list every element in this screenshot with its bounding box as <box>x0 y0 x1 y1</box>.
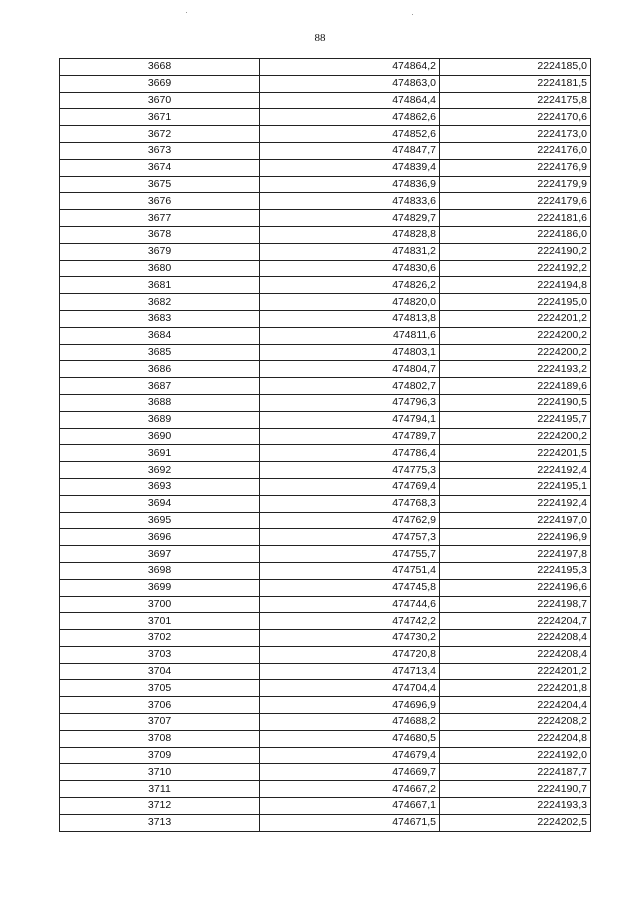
table-row <box>60 512 591 529</box>
point-number-cell: 3700 <box>60 596 260 613</box>
x-coordinate-cell: 474757,3 <box>260 529 440 546</box>
x-coordinate-cell: 474862,6 <box>260 109 440 126</box>
y-coordinate-cell: 2224193,3 <box>440 798 591 815</box>
x-coordinate-cell: 474742,2 <box>260 613 440 630</box>
point-number-cell: 3713 <box>60 814 260 831</box>
table-row <box>60 630 591 647</box>
x-coordinate-cell: 474744,6 <box>260 596 440 613</box>
point-number-cell: 3703 <box>60 646 260 663</box>
point-number-cell: 3673 <box>60 142 260 159</box>
x-coordinate-cell: 474730,2 <box>260 630 440 647</box>
point-number-cell: 3707 <box>60 714 260 731</box>
y-coordinate-cell: 2224201,8 <box>440 680 591 697</box>
table-row <box>60 411 591 428</box>
x-coordinate-cell: 474669,7 <box>260 764 440 781</box>
y-coordinate-cell: 2224197,8 <box>440 546 591 563</box>
table-row <box>60 277 591 294</box>
x-coordinate-cell: 474836,9 <box>260 176 440 193</box>
x-coordinate-cell: 474671,5 <box>260 814 440 831</box>
table-row <box>60 646 591 663</box>
x-coordinate-cell: 474829,7 <box>260 210 440 227</box>
y-coordinate-cell: 2224204,4 <box>440 697 591 714</box>
point-number-cell: 3710 <box>60 764 260 781</box>
point-number-cell: 3678 <box>60 226 260 243</box>
x-coordinate-cell: 474769,4 <box>260 478 440 495</box>
scan-speck <box>412 14 413 15</box>
y-coordinate-cell: 2224208,4 <box>440 630 591 647</box>
y-coordinate-cell: 2224201,2 <box>440 663 591 680</box>
point-number-cell: 3696 <box>60 529 260 546</box>
x-coordinate-cell: 474863,0 <box>260 75 440 92</box>
y-coordinate-cell: 2224195,0 <box>440 294 591 311</box>
y-coordinate-cell: 2224195,1 <box>440 478 591 495</box>
point-number-cell: 3668 <box>60 59 260 76</box>
point-number-cell: 3699 <box>60 579 260 596</box>
y-coordinate-cell: 2224187,7 <box>440 764 591 781</box>
table-row <box>60 142 591 159</box>
point-number-cell: 3686 <box>60 361 260 378</box>
x-coordinate-cell: 474864,4 <box>260 92 440 109</box>
page-number: 88 <box>314 32 326 44</box>
y-coordinate-cell: 2224170,6 <box>440 109 591 126</box>
table-row <box>60 814 591 831</box>
y-coordinate-cell: 2224197,0 <box>440 512 591 529</box>
x-coordinate-cell: 474679,4 <box>260 747 440 764</box>
x-coordinate-cell: 474755,7 <box>260 546 440 563</box>
table-row <box>60 781 591 798</box>
point-number-cell: 3672 <box>60 126 260 143</box>
x-coordinate-cell: 474804,7 <box>260 361 440 378</box>
table-row <box>60 680 591 697</box>
y-coordinate-cell: 2224202,5 <box>440 814 591 831</box>
x-coordinate-cell: 474831,2 <box>260 243 440 260</box>
table-row <box>60 495 591 512</box>
table-row <box>60 193 591 210</box>
table-row <box>60 159 591 176</box>
table-row <box>60 92 591 109</box>
y-coordinate-cell: 2224192,4 <box>440 462 591 479</box>
point-number-cell: 3677 <box>60 210 260 227</box>
table-row <box>60 697 591 714</box>
point-number-cell: 3669 <box>60 75 260 92</box>
y-coordinate-cell: 2224181,6 <box>440 210 591 227</box>
x-coordinate-cell: 474680,5 <box>260 730 440 747</box>
table-row <box>60 546 591 563</box>
y-coordinate-cell: 2224201,5 <box>440 445 591 462</box>
point-number-cell: 3676 <box>60 193 260 210</box>
y-coordinate-cell: 2224196,6 <box>440 579 591 596</box>
y-coordinate-cell: 2224181,5 <box>440 75 591 92</box>
table-row <box>60 226 591 243</box>
point-number-cell: 3681 <box>60 277 260 294</box>
y-coordinate-cell: 2224201,2 <box>440 310 591 327</box>
y-coordinate-cell: 2224194,8 <box>440 277 591 294</box>
y-coordinate-cell: 2224190,5 <box>440 394 591 411</box>
y-coordinate-cell: 2224175,8 <box>440 92 591 109</box>
x-coordinate-cell: 474667,1 <box>260 798 440 815</box>
x-coordinate-cell: 474688,2 <box>260 714 440 731</box>
point-number-cell: 3671 <box>60 109 260 126</box>
table-row <box>60 764 591 781</box>
x-coordinate-cell: 474852,6 <box>260 126 440 143</box>
point-number-cell: 3688 <box>60 394 260 411</box>
x-coordinate-cell: 474796,3 <box>260 394 440 411</box>
x-coordinate-cell: 474864,2 <box>260 59 440 76</box>
x-coordinate-cell: 474789,7 <box>260 428 440 445</box>
x-coordinate-cell: 474696,9 <box>260 697 440 714</box>
point-number-cell: 3685 <box>60 344 260 361</box>
x-coordinate-cell: 474833,6 <box>260 193 440 210</box>
y-coordinate-cell: 2224200,2 <box>440 344 591 361</box>
x-coordinate-cell: 474745,8 <box>260 579 440 596</box>
x-coordinate-cell: 474751,4 <box>260 562 440 579</box>
table-row <box>60 462 591 479</box>
y-coordinate-cell: 2224208,4 <box>440 646 591 663</box>
table-row <box>60 210 591 227</box>
point-number-cell: 3694 <box>60 495 260 512</box>
point-number-cell: 3708 <box>60 730 260 747</box>
y-coordinate-cell: 2224198,7 <box>440 596 591 613</box>
y-coordinate-cell: 2224189,6 <box>440 378 591 395</box>
point-number-cell: 3687 <box>60 378 260 395</box>
table-row <box>60 747 591 764</box>
point-number-cell: 3690 <box>60 428 260 445</box>
table-row <box>60 596 591 613</box>
point-number-cell: 3683 <box>60 310 260 327</box>
x-coordinate-cell: 474828,8 <box>260 226 440 243</box>
y-coordinate-cell: 2224173,0 <box>440 126 591 143</box>
point-number-cell: 3711 <box>60 781 260 798</box>
y-coordinate-cell: 2224196,9 <box>440 529 591 546</box>
y-coordinate-cell: 2224176,0 <box>440 142 591 159</box>
point-number-cell: 3701 <box>60 613 260 630</box>
table-row <box>60 428 591 445</box>
table-row <box>60 562 591 579</box>
y-coordinate-cell: 2224200,2 <box>440 327 591 344</box>
table-row <box>60 361 591 378</box>
y-coordinate-cell: 2224190,7 <box>440 781 591 798</box>
x-coordinate-cell: 474826,2 <box>260 277 440 294</box>
x-coordinate-cell: 474667,2 <box>260 781 440 798</box>
point-number-cell: 3704 <box>60 663 260 680</box>
table-row <box>60 730 591 747</box>
table-row <box>60 798 591 815</box>
x-coordinate-cell: 474762,9 <box>260 512 440 529</box>
table-row <box>60 445 591 462</box>
x-coordinate-cell: 474713,4 <box>260 663 440 680</box>
point-number-cell: 3698 <box>60 562 260 579</box>
table-row <box>60 613 591 630</box>
x-coordinate-cell: 474820,0 <box>260 294 440 311</box>
point-number-cell: 3706 <box>60 697 260 714</box>
table-row <box>60 327 591 344</box>
y-coordinate-cell: 2224179,6 <box>440 193 591 210</box>
point-number-cell: 3691 <box>60 445 260 462</box>
y-coordinate-cell: 2224195,3 <box>440 562 591 579</box>
scan-speck <box>186 12 187 13</box>
x-coordinate-cell: 474802,7 <box>260 378 440 395</box>
x-coordinate-cell: 474803,1 <box>260 344 440 361</box>
table-row <box>60 378 591 395</box>
x-coordinate-cell: 474720,8 <box>260 646 440 663</box>
y-coordinate-cell: 2224190,2 <box>440 243 591 260</box>
table-row <box>60 310 591 327</box>
coordinates-table <box>59 58 591 832</box>
table-row <box>60 394 591 411</box>
point-number-cell: 3705 <box>60 680 260 697</box>
x-coordinate-cell: 474768,3 <box>260 495 440 512</box>
point-number-cell: 3670 <box>60 92 260 109</box>
table-row <box>60 59 591 76</box>
x-coordinate-cell: 474794,1 <box>260 411 440 428</box>
point-number-cell: 3682 <box>60 294 260 311</box>
point-number-cell: 3684 <box>60 327 260 344</box>
x-coordinate-cell: 474839,4 <box>260 159 440 176</box>
coordinates-table-body <box>60 59 591 832</box>
point-number-cell: 3693 <box>60 478 260 495</box>
x-coordinate-cell: 474811,6 <box>260 327 440 344</box>
table-row <box>60 126 591 143</box>
y-coordinate-cell: 2224200,2 <box>440 428 591 445</box>
y-coordinate-cell: 2224186,0 <box>440 226 591 243</box>
table-row <box>60 344 591 361</box>
x-coordinate-cell: 474704,4 <box>260 680 440 697</box>
point-number-cell: 3697 <box>60 546 260 563</box>
table-row <box>60 109 591 126</box>
y-coordinate-cell: 2224179,9 <box>440 176 591 193</box>
y-coordinate-cell: 2224185,0 <box>440 59 591 76</box>
y-coordinate-cell: 2224195,7 <box>440 411 591 428</box>
x-coordinate-cell: 474786,4 <box>260 445 440 462</box>
point-number-cell: 3695 <box>60 512 260 529</box>
point-number-cell: 3680 <box>60 260 260 277</box>
x-coordinate-cell: 474830,6 <box>260 260 440 277</box>
table-row <box>60 75 591 92</box>
point-number-cell: 3679 <box>60 243 260 260</box>
y-coordinate-cell: 2224204,7 <box>440 613 591 630</box>
table-row <box>60 529 591 546</box>
y-coordinate-cell: 2224192,0 <box>440 747 591 764</box>
table-row <box>60 663 591 680</box>
point-number-cell: 3674 <box>60 159 260 176</box>
point-number-cell: 3692 <box>60 462 260 479</box>
y-coordinate-cell: 2224208,2 <box>440 714 591 731</box>
table-row <box>60 478 591 495</box>
y-coordinate-cell: 2224192,2 <box>440 260 591 277</box>
table-row <box>60 260 591 277</box>
table-row <box>60 714 591 731</box>
x-coordinate-cell: 474775,3 <box>260 462 440 479</box>
table-row <box>60 294 591 311</box>
y-coordinate-cell: 2224176,9 <box>440 159 591 176</box>
table-row <box>60 243 591 260</box>
table-row <box>60 579 591 596</box>
point-number-cell: 3675 <box>60 176 260 193</box>
y-coordinate-cell: 2224193,2 <box>440 361 591 378</box>
x-coordinate-cell: 474847,7 <box>260 142 440 159</box>
point-number-cell: 3712 <box>60 798 260 815</box>
y-coordinate-cell: 2224192,4 <box>440 495 591 512</box>
table-row <box>60 176 591 193</box>
point-number-cell: 3709 <box>60 747 260 764</box>
x-coordinate-cell: 474813,8 <box>260 310 440 327</box>
point-number-cell: 3689 <box>60 411 260 428</box>
y-coordinate-cell: 2224204,8 <box>440 730 591 747</box>
point-number-cell: 3702 <box>60 630 260 647</box>
